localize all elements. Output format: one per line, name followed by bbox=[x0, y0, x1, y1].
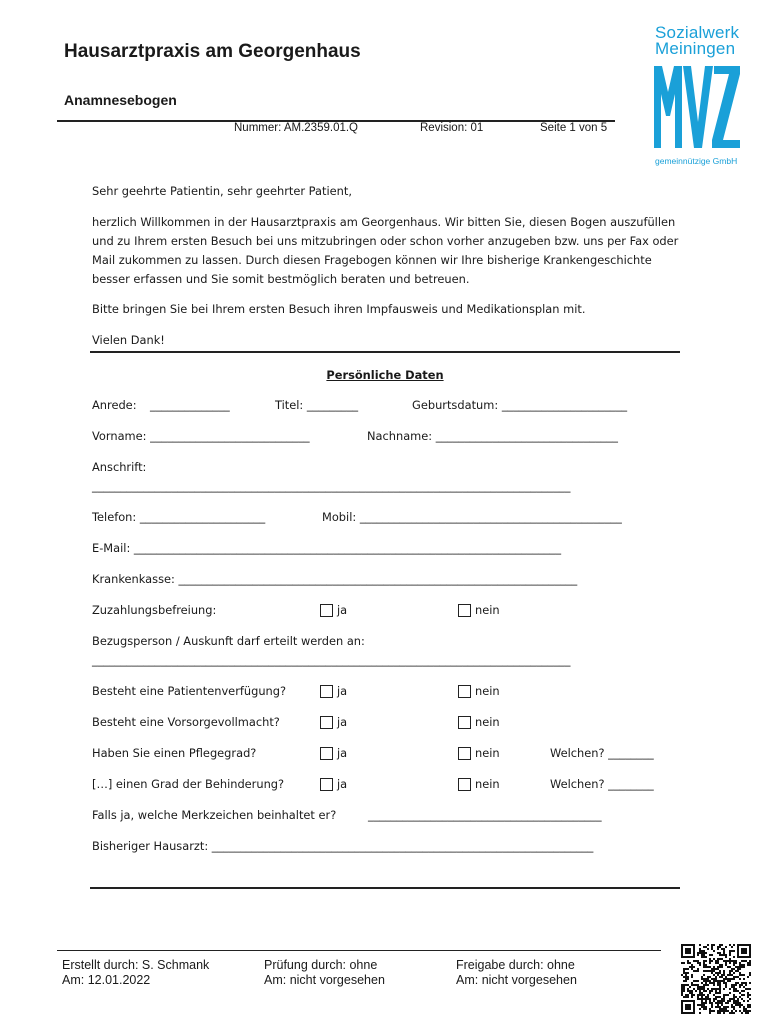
logo-line-1: Sozialwerk bbox=[655, 23, 740, 42]
anschrift-field[interactable]: ____________________________________________________________________________________ bbox=[92, 479, 571, 493]
anrede-label: Anrede: bbox=[92, 398, 137, 412]
yes-label: ja bbox=[337, 777, 348, 791]
no-label: nein bbox=[475, 603, 500, 617]
yes-checkbox[interactable] bbox=[320, 716, 333, 729]
no-checkbox[interactable] bbox=[458, 716, 471, 729]
yes-label: ja bbox=[337, 684, 348, 698]
created-on: Am: 12.01.2022 bbox=[62, 973, 151, 987]
section-divider-top bbox=[90, 351, 680, 353]
telefon-field[interactable]: Telefon: ______________________ bbox=[92, 510, 266, 524]
logo-line-2: Meiningen bbox=[655, 39, 736, 58]
krankenkasse-field[interactable]: Krankenkasse: ______________________________________________________________________ bbox=[92, 572, 578, 586]
mobil-field[interactable]: Mobil: ______________________________________________ bbox=[322, 510, 622, 524]
footer-created bbox=[62, 958, 209, 988]
reminder-text: Bitte bringen Sie bei Ihrem ersten Besuch ihren Impfausweis und Medikationsplan mit. bbox=[92, 302, 586, 316]
no-label: nein bbox=[475, 777, 500, 791]
footer-divider bbox=[57, 950, 661, 951]
no-label: nein bbox=[475, 746, 500, 760]
created-by: Erstellt durch: S. Schmank bbox=[62, 958, 210, 972]
thanks-text: Vielen Dank! bbox=[92, 333, 165, 347]
anrede-field[interactable]: ______________ bbox=[150, 398, 230, 412]
nachname-field[interactable]: Nachname: ________________________________ bbox=[367, 429, 618, 443]
checked-by: Prüfung durch: ohne bbox=[264, 958, 378, 972]
question-label: Haben Sie einen Pflegegrad? bbox=[92, 746, 257, 760]
yes-checkbox[interactable] bbox=[320, 604, 333, 617]
question-label: Besteht eine Patientenverfügung? bbox=[92, 684, 287, 698]
no-checkbox[interactable] bbox=[458, 685, 471, 698]
document-revision: Revision: 01 bbox=[420, 122, 484, 134]
qr-code-icon bbox=[681, 944, 751, 1014]
no-checkbox[interactable] bbox=[458, 778, 471, 791]
welchen-field[interactable]: Welchen? ________ bbox=[550, 746, 654, 760]
hausarzt-field[interactable]: Bisheriger Hausarzt: ___________________________________________________________________ bbox=[92, 839, 594, 853]
titel-field[interactable]: Titel: _________ bbox=[275, 398, 359, 412]
anschrift-label: Anschrift: bbox=[92, 460, 147, 474]
question-label: Zuzahlungsbefreiung: bbox=[92, 603, 217, 617]
released-on: Am: nicht vorgesehen bbox=[456, 973, 577, 987]
welchen-field[interactable]: Welchen? ________ bbox=[550, 777, 654, 791]
intro-paragraph: herzlich Willkommen in der Hausarztpraxis am Georgenhaus. Wir bitten Sie, diesen Bogen auszufüllen und zu Ihrem ersten Besuch bei uns mitzubringen oder schon vorher anzugeben bzw. uns per Fax oder Mail zukommen zu lassen. Durch diesen Fragebogen können wir Ihre bisherige Krankengeschichte besser erfassen und Sie somit bestmöglich beraten und betreuen. bbox=[92, 215, 679, 286]
geburtsdatum-field[interactable]: Geburtsdatum: ______________________ bbox=[412, 398, 628, 412]
yes-label: ja bbox=[337, 603, 348, 617]
yes-checkbox[interactable] bbox=[320, 747, 333, 760]
logo-tagline: gemeinnützige GmbH bbox=[655, 156, 738, 166]
question-label: […] einen Grad der Behinderung? bbox=[92, 777, 285, 791]
document-number: Nummer: AM.2359.01.Q bbox=[234, 122, 358, 134]
page-indicator: Seite 1 von 5 bbox=[540, 122, 608, 134]
page-title: Hausarztpraxis am Georgenhaus bbox=[64, 41, 361, 62]
no-checkbox[interactable] bbox=[458, 747, 471, 760]
greeting: Sehr geehrte Patientin, sehr geehrter Patient, bbox=[92, 184, 352, 198]
no-checkbox[interactable] bbox=[458, 604, 471, 617]
bezugsperson-label: Bezugsperson / Auskunft darf erteilt werden an: bbox=[92, 634, 365, 648]
yes-label: ja bbox=[337, 746, 348, 760]
yes-checkbox[interactable] bbox=[320, 778, 333, 791]
question-label: Besteht eine Vorsorgevollmacht? bbox=[92, 715, 280, 729]
document-subtitle: Anamnesebogen bbox=[64, 92, 177, 108]
merkzeichen-field[interactable]: _________________________________________ bbox=[368, 808, 602, 822]
section-divider-bottom bbox=[90, 887, 680, 889]
section-title: Persönliche Daten bbox=[326, 368, 444, 382]
footer-checked bbox=[264, 958, 385, 988]
no-label: nein bbox=[475, 715, 500, 729]
no-label: nein bbox=[475, 684, 500, 698]
bezugsperson-field[interactable]: ____________________________________________________________________________________ bbox=[92, 653, 571, 667]
merkzeichen-label: Falls ja, welche Merkzeichen beinhaltet er? bbox=[92, 808, 337, 822]
released-by: Freigabe durch: ohne bbox=[456, 958, 575, 972]
email-field[interactable]: E-Mail: ___________________________________________________________________________ bbox=[92, 541, 562, 555]
vorname-field[interactable]: Vorname: ____________________________ bbox=[92, 429, 310, 443]
mvz-logo-mark bbox=[654, 66, 740, 148]
footer-released bbox=[456, 958, 577, 988]
checked-on: Am: nicht vorgesehen bbox=[264, 973, 385, 987]
yes-label: ja bbox=[337, 715, 348, 729]
yes-checkbox[interactable] bbox=[320, 685, 333, 698]
